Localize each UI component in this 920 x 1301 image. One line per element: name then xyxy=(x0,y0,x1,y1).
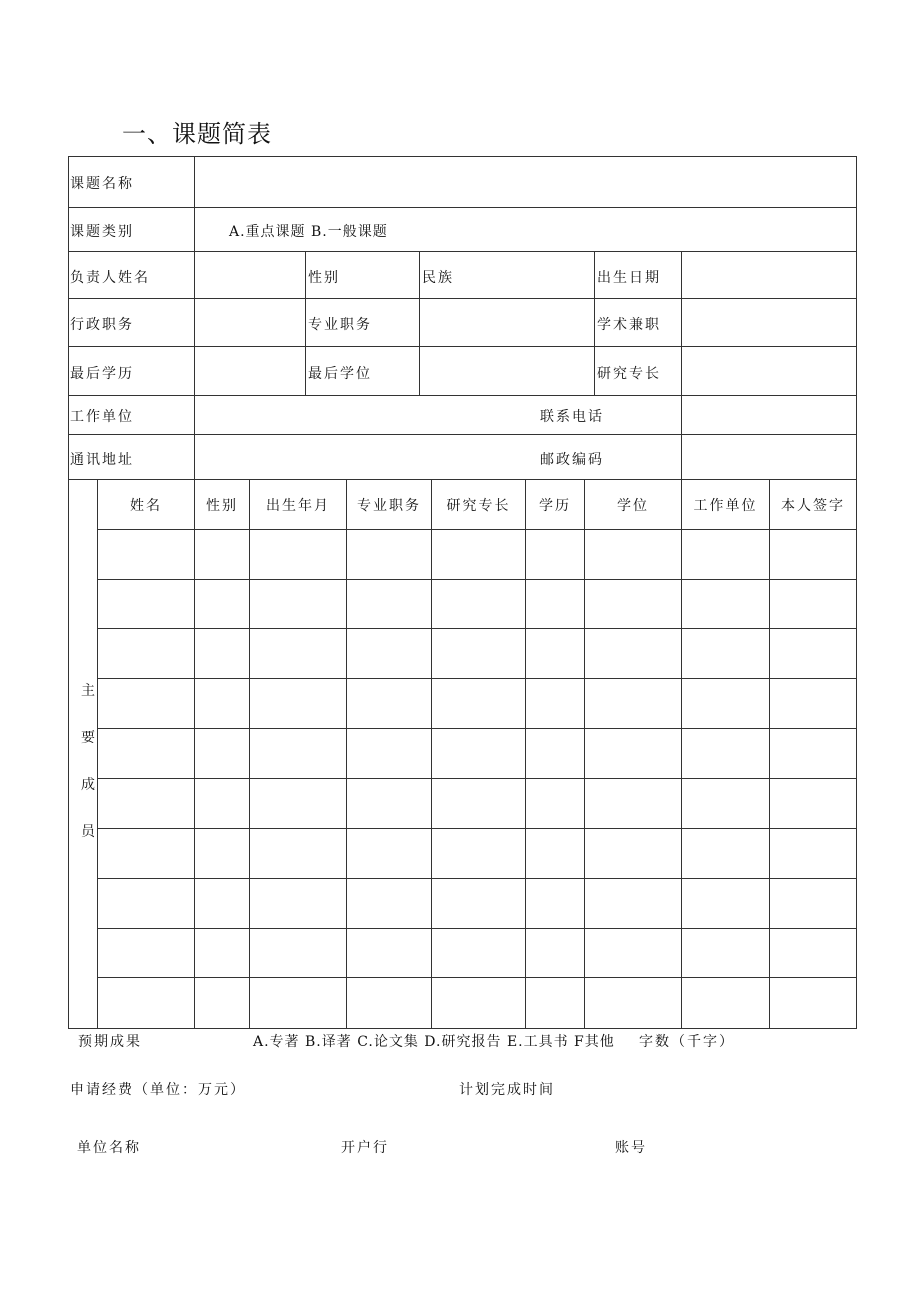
specialty-field[interactable] xyxy=(682,347,856,395)
column-divider xyxy=(525,479,526,1029)
member-row-divider xyxy=(97,529,857,530)
expected-results-options[interactable]: A.专著 B.译著 C.论文集 D.研究报告 E.工具书 F其他 xyxy=(253,1034,615,1050)
member-column-education: 学历 xyxy=(539,497,571,514)
member-row-divider xyxy=(97,928,857,929)
members-side-label xyxy=(78,680,98,868)
completion-time-label: 计划完成时间 xyxy=(459,1082,555,1098)
column-divider xyxy=(681,479,682,1029)
member-row-divider xyxy=(97,579,857,580)
column-divider xyxy=(594,251,595,395)
column-divider xyxy=(769,479,770,1029)
project-type-options[interactable]: A.重点课题 B.一般课题 xyxy=(229,224,388,240)
professional-title-field[interactable] xyxy=(420,299,594,346)
column-divider xyxy=(584,479,585,1029)
admin-position-field[interactable] xyxy=(195,299,305,346)
phone-label: 联系电话 xyxy=(540,409,604,425)
member-column-gender: 性别 xyxy=(206,497,238,514)
education-label: 最后学历 xyxy=(70,366,134,382)
postcode-field[interactable] xyxy=(682,435,856,479)
account-label: 账号 xyxy=(615,1140,647,1156)
birth-date-field[interactable] xyxy=(682,252,856,298)
leader-name-label: 负责人姓名 xyxy=(70,270,150,286)
side-label-char: 成 xyxy=(81,777,95,793)
education-field[interactable] xyxy=(195,347,305,395)
side-label-char: 员 xyxy=(81,824,95,840)
row-divider xyxy=(68,207,857,208)
address-label: 通讯地址 xyxy=(70,452,134,468)
project-name-label: 课题名称 xyxy=(70,176,134,192)
member-column-birth: 出生年月 xyxy=(266,497,330,514)
phone-field[interactable] xyxy=(682,396,856,434)
degree-label: 最后学位 xyxy=(308,366,372,382)
member-column-name: 姓名 xyxy=(130,497,162,514)
member-row-divider xyxy=(97,828,857,829)
member-column-work-unit: 工作单位 xyxy=(693,497,758,514)
member-row-divider xyxy=(97,977,857,978)
degree-field[interactable] xyxy=(420,347,594,395)
ethnicity-label: 民族 xyxy=(422,270,454,286)
admin-position-label: 行政职务 xyxy=(70,317,134,333)
academic-position-label: 学术兼职 xyxy=(597,317,661,333)
unit-name-label: 单位名称 xyxy=(77,1140,141,1156)
page-title: 一、课题简表 xyxy=(122,120,272,148)
member-row-divider xyxy=(97,778,857,779)
member-row-divider xyxy=(97,678,857,679)
member-column-degree: 学位 xyxy=(617,497,649,514)
academic-position-field[interactable] xyxy=(682,299,856,346)
side-label-char: 主 xyxy=(81,683,95,699)
professional-title-label: 专业职务 xyxy=(308,317,372,333)
member-column-signature: 本人签字 xyxy=(781,497,845,514)
postcode-label: 邮政编码 xyxy=(540,452,604,468)
column-divider xyxy=(346,479,347,1029)
work-unit-label: 工作单位 xyxy=(70,409,134,425)
column-divider xyxy=(194,479,195,1029)
gender-label: 性别 xyxy=(308,270,340,286)
funding-label: 申请经费（单位：万元） xyxy=(70,1082,246,1098)
member-row-divider xyxy=(97,728,857,729)
specialty-label: 研究专长 xyxy=(597,366,661,382)
expected-results-label: 预期成果 xyxy=(78,1034,142,1050)
birth-date-label: 出生日期 xyxy=(597,270,661,286)
project-type-label: 课题类别 xyxy=(70,224,134,240)
member-column-specialty: 研究专长 xyxy=(446,497,511,514)
member-row-divider xyxy=(97,628,857,629)
word-count-label: 字数（千字） xyxy=(639,1034,735,1050)
column-divider xyxy=(249,479,250,1029)
project-name-field[interactable] xyxy=(195,157,856,207)
member-column-title: 专业职务 xyxy=(357,497,421,514)
bank-label: 开户行 xyxy=(341,1140,389,1156)
side-label-char: 要 xyxy=(81,730,95,746)
column-divider xyxy=(305,251,306,395)
member-row-divider xyxy=(97,878,857,879)
column-divider xyxy=(431,479,432,1029)
leader-name-field[interactable] xyxy=(195,252,305,298)
